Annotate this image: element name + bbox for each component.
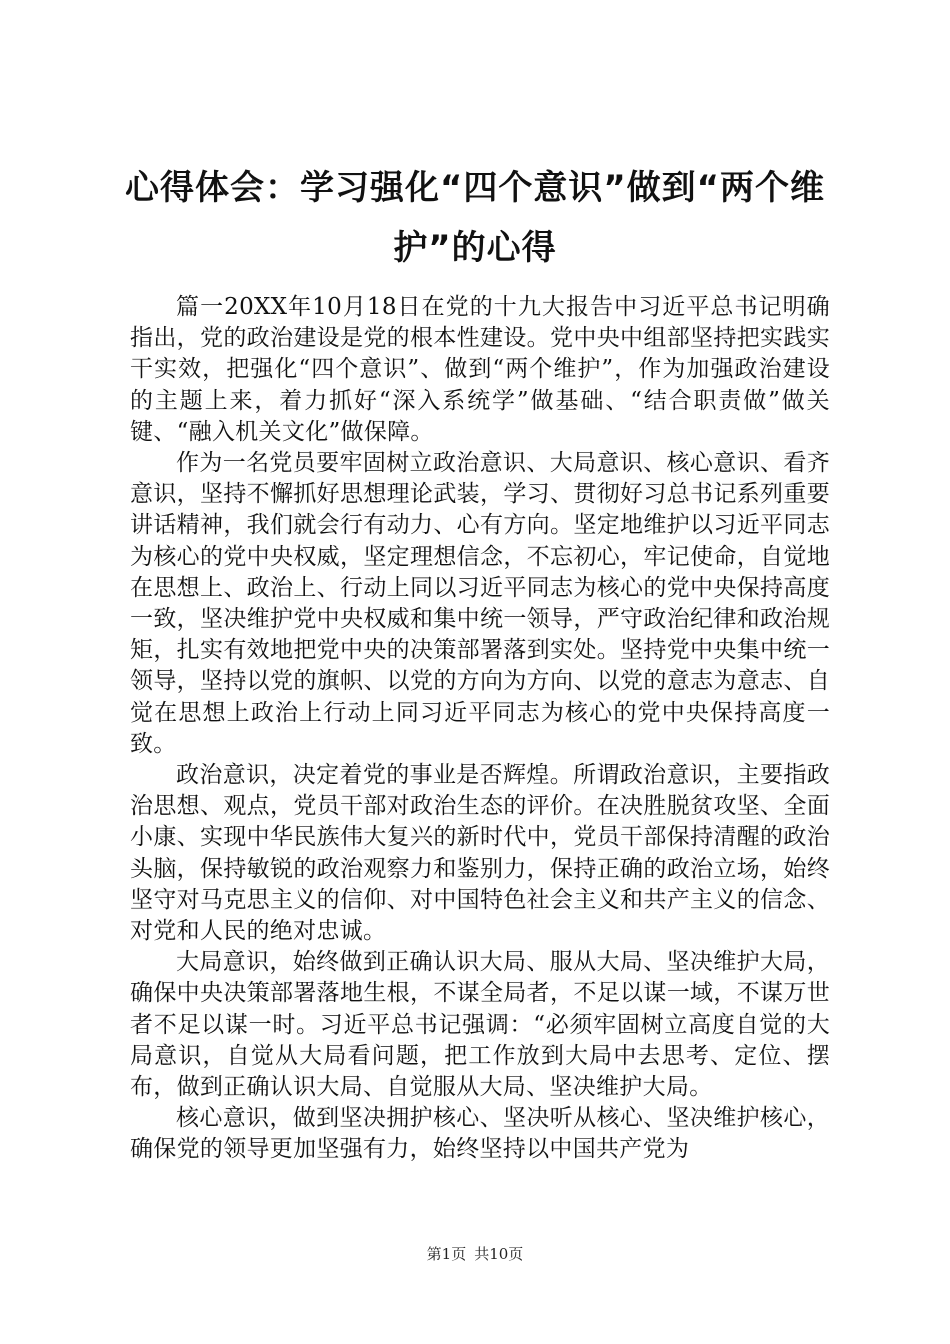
page-number: 第1页 xyxy=(426,1245,467,1263)
paragraph: 篇一20XX年10月18日在党的十九大报告中习近平总书记明确指出，党的政治建设是党的根本性建设。党中央中组部坚持把实践实干实效，把强化“四个意识”、做到“两个维护”，作为加强政治建设的主题上来，着力抓好“深入系统学”做基础、“结合职责做”做关键、“融入机关文化”做保障。 xyxy=(130,294,830,445)
paragraph: 作为一名党员要牢固树立政治意识、大局意识、核心意识、看齐意识，坚持不懈抓好思想理论武装，学习、贯彻好习总书记系列重要讲话精神，我们就会行有动力、心有方向。坚定地维护以习近平同志为核心的党中央权威，坚定理想信念，不忘初心，牢记使命，自觉地在思想上、政治上、行动上同以习近平同志为核心的党中央保持高度一致，坚决维护党中央权威和集中统一领导，严守政治纪律和政治规矩，扎实有效地把党中央的决策部署落到实处。坚持党中央集中统一领导，坚持以党的旗帜、以党的方向为方向、以党的意志为意志、自觉在思想上政治上行动上同习近平同志为核心的党中央保持高度一致。 xyxy=(130,450,830,757)
paragraph: 政治意识，决定着党的事业是否辉煌。所谓政治意识，主要指政治思想、观点，党员干部对政治生态的评价。在决胜脱贫攻坚、全面小康、实现中华民族伟大复兴的新时代中，党员干部保持清醒的政治头脑，保持敏锐的政治观察力和鉴别力，保持正确的政治立场，始终坚守对马克思主义的信仰、对中国特色社会主义和共产主义的信念、对党和人民的绝对忠诚。 xyxy=(130,762,830,945)
document-body xyxy=(130,292,830,1166)
page-footer xyxy=(0,1244,950,1264)
page-total: 共10页 xyxy=(474,1245,524,1263)
document-title: 心得体会：学习强化“四个意识”做到“两个维护”的心得 xyxy=(124,168,826,268)
paragraph: 核心意识，做到坚决拥护核心、坚决听从核心、坚决维护核心，确保党的领导更加坚强有力，始终坚持以中国共产党为 xyxy=(130,1105,830,1163)
paragraph: 大局意识，始终做到正确认识大局、服从大局、坚决维护大局，确保中央决策部署落地生根，不谋全局者，不足以谋一域，不谋万世者不足以谋一时。习近平总书记强调：“必须牢固树立高度自觉的大局意识，自觉从大局看问题，把工作放到大局中去思考、定位、摆布，做到正确认识大局、自觉服从大局、坚决维护大局。 xyxy=(130,949,830,1101)
